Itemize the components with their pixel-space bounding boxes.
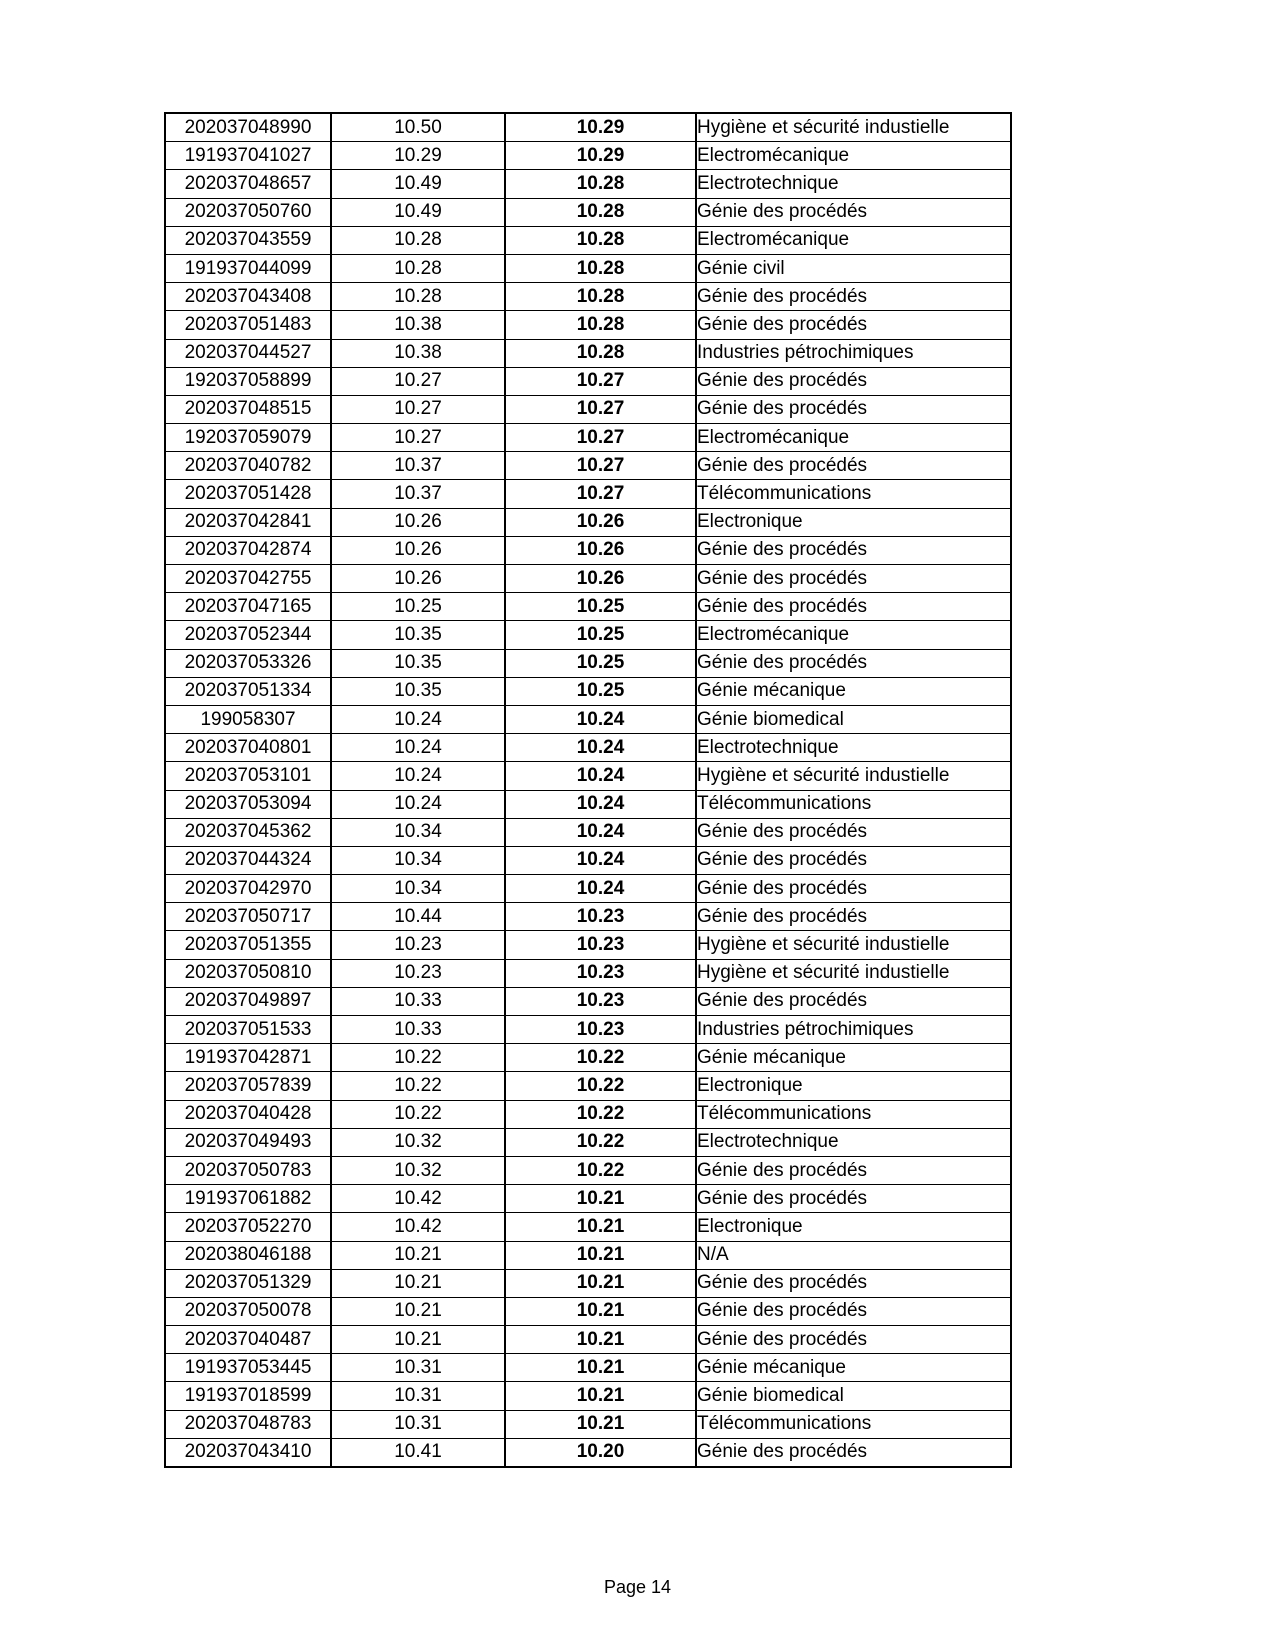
table-row [165, 339, 1011, 367]
grade-cell: 10.28 [331, 226, 505, 254]
grade-cell: 10.21 [331, 1326, 505, 1354]
table-row [165, 903, 1011, 931]
specialty-cell: Génie des procédés [696, 846, 1011, 874]
specialty-cell: Génie mécanique [696, 1044, 1011, 1072]
specialty-cell: Electronique [696, 1213, 1011, 1241]
table-row [165, 734, 1011, 762]
student-id-cell: 191937044099 [165, 254, 331, 282]
table-row [165, 565, 1011, 593]
table-row [165, 1156, 1011, 1184]
student-id-cell: 202037043408 [165, 283, 331, 311]
average-cell: 10.21 [505, 1213, 696, 1241]
student-id-cell: 202037053326 [165, 649, 331, 677]
average-cell: 10.21 [505, 1241, 696, 1269]
table-row [165, 1072, 1011, 1100]
student-id-cell: 191937018599 [165, 1382, 331, 1410]
student-id-cell: 202037040487 [165, 1326, 331, 1354]
student-id-cell: 202037048990 [165, 113, 331, 142]
table-row [165, 875, 1011, 903]
average-cell: 10.21 [505, 1354, 696, 1382]
specialty-cell: Hygiène et sécurité industielle [696, 113, 1011, 142]
average-cell: 10.29 [505, 113, 696, 142]
table-row [165, 1044, 1011, 1072]
table-row [165, 1128, 1011, 1156]
table-row [165, 1213, 1011, 1241]
average-cell: 10.25 [505, 593, 696, 621]
specialty-cell: Génie des procédés [696, 649, 1011, 677]
student-id-cell: 202037042841 [165, 508, 331, 536]
average-cell: 10.24 [505, 846, 696, 874]
average-cell: 10.22 [505, 1128, 696, 1156]
average-cell: 10.26 [505, 565, 696, 593]
results-table [164, 112, 1012, 1468]
specialty-cell: Electromécanique [696, 226, 1011, 254]
average-cell: 10.27 [505, 452, 696, 480]
grade-cell: 10.24 [331, 705, 505, 733]
average-cell: 10.23 [505, 987, 696, 1015]
table-row [165, 311, 1011, 339]
specialty-cell: Hygiène et sécurité industielle [696, 762, 1011, 790]
table-row [165, 367, 1011, 395]
student-id-cell: 202037040801 [165, 734, 331, 762]
table-row [165, 846, 1011, 874]
student-id-cell: 202037052344 [165, 621, 331, 649]
grade-cell: 10.22 [331, 1072, 505, 1100]
table-row [165, 283, 1011, 311]
specialty-cell: Génie des procédés [696, 987, 1011, 1015]
grade-cell: 10.21 [331, 1269, 505, 1297]
student-id-cell: 202037045362 [165, 818, 331, 846]
average-cell: 10.28 [505, 339, 696, 367]
grade-cell: 10.26 [331, 508, 505, 536]
table-row [165, 1297, 1011, 1325]
table-row [165, 113, 1011, 142]
average-cell: 10.21 [505, 1410, 696, 1438]
average-cell: 10.22 [505, 1100, 696, 1128]
student-id-cell: 202037051533 [165, 1016, 331, 1044]
table-row [165, 395, 1011, 423]
student-id-cell: 202037057839 [165, 1072, 331, 1100]
specialty-cell: Hygiène et sécurité industielle [696, 931, 1011, 959]
grade-cell: 10.49 [331, 170, 505, 198]
page-number: Page 14 [603, 1577, 672, 1597]
grade-cell: 10.23 [331, 931, 505, 959]
specialty-cell: Génie des procédés [696, 395, 1011, 423]
student-id-cell: 202037049493 [165, 1128, 331, 1156]
specialty-cell: Génie civil [696, 254, 1011, 282]
grade-cell: 10.49 [331, 198, 505, 226]
grade-cell: 10.35 [331, 621, 505, 649]
specialty-cell: Electromécanique [696, 142, 1011, 170]
grade-cell: 10.38 [331, 311, 505, 339]
average-cell: 10.27 [505, 395, 696, 423]
average-cell: 10.25 [505, 677, 696, 705]
specialty-cell: N/A [696, 1241, 1011, 1269]
table-row [165, 1269, 1011, 1297]
average-cell: 10.26 [505, 536, 696, 564]
specialty-cell: Génie biomedical [696, 1382, 1011, 1410]
student-id-cell: 202037050783 [165, 1156, 331, 1184]
specialty-cell: Télécommunications [696, 480, 1011, 508]
grade-cell: 10.27 [331, 424, 505, 452]
grade-cell: 10.28 [331, 283, 505, 311]
specialty-cell: Electrotechnique [696, 170, 1011, 198]
grade-cell: 10.21 [331, 1241, 505, 1269]
student-id-cell: 191937041027 [165, 142, 331, 170]
average-cell: 10.24 [505, 734, 696, 762]
specialty-cell: Electrotechnique [696, 734, 1011, 762]
specialty-cell: Génie des procédés [696, 1326, 1011, 1354]
average-cell: 10.20 [505, 1438, 696, 1467]
table-row [165, 142, 1011, 170]
grade-cell: 10.22 [331, 1100, 505, 1128]
specialty-cell: Génie des procédés [696, 1269, 1011, 1297]
table-row [165, 424, 1011, 452]
grade-cell: 10.25 [331, 593, 505, 621]
student-id-cell: 202037051355 [165, 931, 331, 959]
specialty-cell: Génie des procédés [696, 1297, 1011, 1325]
grade-cell: 10.31 [331, 1354, 505, 1382]
student-id-cell: 202037044324 [165, 846, 331, 874]
grade-cell: 10.24 [331, 762, 505, 790]
average-cell: 10.28 [505, 198, 696, 226]
student-id-cell: 202037043410 [165, 1438, 331, 1467]
student-id-cell: 202037051428 [165, 480, 331, 508]
grade-cell: 10.31 [331, 1410, 505, 1438]
table-row [165, 621, 1011, 649]
specialty-cell: Télécommunications [696, 790, 1011, 818]
specialty-cell: Electromécanique [696, 424, 1011, 452]
table-row [165, 198, 1011, 226]
student-id-cell: 202037053094 [165, 790, 331, 818]
specialty-cell: Hygiène et sécurité industielle [696, 959, 1011, 987]
student-id-cell: 202037042874 [165, 536, 331, 564]
average-cell: 10.24 [505, 762, 696, 790]
average-cell: 10.28 [505, 254, 696, 282]
specialty-cell: Génie des procédés [696, 1156, 1011, 1184]
student-id-cell: 202037044527 [165, 339, 331, 367]
grade-cell: 10.24 [331, 734, 505, 762]
average-cell: 10.23 [505, 959, 696, 987]
specialty-cell: Génie des procédés [696, 367, 1011, 395]
grade-cell: 10.37 [331, 452, 505, 480]
table-row [165, 790, 1011, 818]
table-row [165, 1326, 1011, 1354]
student-id-cell: 191937042871 [165, 1044, 331, 1072]
average-cell: 10.24 [505, 818, 696, 846]
table-row [165, 508, 1011, 536]
grade-cell: 10.31 [331, 1382, 505, 1410]
student-id-cell: 202037050810 [165, 959, 331, 987]
average-cell: 10.21 [505, 1326, 696, 1354]
table-row [165, 649, 1011, 677]
table-row [165, 1185, 1011, 1213]
table-row [165, 452, 1011, 480]
student-id-cell: 202037051483 [165, 311, 331, 339]
grade-cell: 10.34 [331, 818, 505, 846]
average-cell: 10.26 [505, 508, 696, 536]
student-id-cell: 202037049897 [165, 987, 331, 1015]
average-cell: 10.25 [505, 621, 696, 649]
student-id-cell: 202037042755 [165, 565, 331, 593]
table-row [165, 1016, 1011, 1044]
average-cell: 10.22 [505, 1072, 696, 1100]
grade-cell: 10.26 [331, 536, 505, 564]
average-cell: 10.21 [505, 1185, 696, 1213]
specialty-cell: Génie des procédés [696, 198, 1011, 226]
table-body [165, 113, 1011, 1467]
grade-cell: 10.33 [331, 987, 505, 1015]
student-id-cell: 191937061882 [165, 1185, 331, 1213]
table-row [165, 1241, 1011, 1269]
specialty-cell: Génie mécanique [696, 1354, 1011, 1382]
average-cell: 10.27 [505, 367, 696, 395]
table-row [165, 536, 1011, 564]
student-id-cell: 202037040428 [165, 1100, 331, 1128]
grade-cell: 10.28 [331, 254, 505, 282]
specialty-cell: Génie des procédés [696, 452, 1011, 480]
grade-cell: 10.24 [331, 790, 505, 818]
average-cell: 10.23 [505, 1016, 696, 1044]
average-cell: 10.28 [505, 311, 696, 339]
specialty-cell: Génie mécanique [696, 677, 1011, 705]
grade-cell: 10.29 [331, 142, 505, 170]
table-row [165, 226, 1011, 254]
average-cell: 10.28 [505, 226, 696, 254]
grade-cell: 10.34 [331, 875, 505, 903]
student-id-cell: 202037048515 [165, 395, 331, 423]
table-row [165, 1382, 1011, 1410]
grade-cell: 10.38 [331, 339, 505, 367]
average-cell: 10.23 [505, 903, 696, 931]
specialty-cell: Electromécanique [696, 621, 1011, 649]
table-row [165, 959, 1011, 987]
student-id-cell: 202037050078 [165, 1297, 331, 1325]
table-row [165, 677, 1011, 705]
grade-cell: 10.32 [331, 1128, 505, 1156]
table-row [165, 593, 1011, 621]
specialty-cell: Génie des procédés [696, 283, 1011, 311]
specialty-cell: Génie des procédés [696, 818, 1011, 846]
specialty-cell: Industries pétrochimiques [696, 1016, 1011, 1044]
table-row [165, 762, 1011, 790]
grade-cell: 10.27 [331, 395, 505, 423]
specialty-cell: Télécommunications [696, 1410, 1011, 1438]
student-id-cell: 202037051329 [165, 1269, 331, 1297]
table-row [165, 1438, 1011, 1467]
grade-cell: 10.50 [331, 113, 505, 142]
average-cell: 10.21 [505, 1297, 696, 1325]
specialty-cell: Génie des procédés [696, 1438, 1011, 1467]
average-cell: 10.22 [505, 1156, 696, 1184]
average-cell: 10.21 [505, 1269, 696, 1297]
student-id-cell: 192037059079 [165, 424, 331, 452]
student-id-cell: 202037043559 [165, 226, 331, 254]
average-cell: 10.24 [505, 790, 696, 818]
average-cell: 10.24 [505, 875, 696, 903]
table-row [165, 1410, 1011, 1438]
student-id-cell: 202037051334 [165, 677, 331, 705]
grade-cell: 10.22 [331, 1044, 505, 1072]
grade-cell: 10.23 [331, 959, 505, 987]
grade-cell: 10.37 [331, 480, 505, 508]
average-cell: 10.21 [505, 1382, 696, 1410]
student-id-cell: 202037040782 [165, 452, 331, 480]
specialty-cell: Génie des procédés [696, 875, 1011, 903]
grade-cell: 10.34 [331, 846, 505, 874]
average-cell: 10.27 [505, 424, 696, 452]
grade-cell: 10.42 [331, 1185, 505, 1213]
student-id-cell: 191937053445 [165, 1354, 331, 1382]
grade-cell: 10.32 [331, 1156, 505, 1184]
table-row [165, 170, 1011, 198]
student-id-cell: 202037047165 [165, 593, 331, 621]
grade-cell: 10.26 [331, 565, 505, 593]
average-cell: 10.28 [505, 283, 696, 311]
grade-cell: 10.42 [331, 1213, 505, 1241]
specialty-cell: Génie biomedical [696, 705, 1011, 733]
specialty-cell: Electronique [696, 1072, 1011, 1100]
specialty-cell: Génie des procédés [696, 903, 1011, 931]
average-cell: 10.29 [505, 142, 696, 170]
table-row [165, 480, 1011, 508]
student-id-cell: 202037042970 [165, 875, 331, 903]
table-row [165, 705, 1011, 733]
student-id-cell: 202037050717 [165, 903, 331, 931]
student-id-cell: 202037048657 [165, 170, 331, 198]
grade-cell: 10.33 [331, 1016, 505, 1044]
student-id-cell: 202037052270 [165, 1213, 331, 1241]
grade-cell: 10.44 [331, 903, 505, 931]
grade-cell: 10.41 [331, 1438, 505, 1467]
specialty-cell: Génie des procédés [696, 565, 1011, 593]
average-cell: 10.23 [505, 931, 696, 959]
table-row [165, 987, 1011, 1015]
average-cell: 10.27 [505, 480, 696, 508]
student-id-cell: 199058307 [165, 705, 331, 733]
specialty-cell: Electronique [696, 508, 1011, 536]
grade-cell: 10.21 [331, 1297, 505, 1325]
specialty-cell: Génie des procédés [696, 1185, 1011, 1213]
table-row [165, 818, 1011, 846]
specialty-cell: Génie des procédés [696, 311, 1011, 339]
grade-cell: 10.35 [331, 677, 505, 705]
table-row [165, 931, 1011, 959]
student-id-cell: 192037058899 [165, 367, 331, 395]
average-cell: 10.24 [505, 705, 696, 733]
grade-cell: 10.27 [331, 367, 505, 395]
specialty-cell: Electrotechnique [696, 1128, 1011, 1156]
specialty-cell: Télécommunications [696, 1100, 1011, 1128]
average-cell: 10.25 [505, 649, 696, 677]
grade-cell: 10.35 [331, 649, 505, 677]
average-cell: 10.22 [505, 1044, 696, 1072]
specialty-cell: Génie des procédés [696, 536, 1011, 564]
average-cell: 10.28 [505, 170, 696, 198]
table-row [165, 1354, 1011, 1382]
student-id-cell: 202037053101 [165, 762, 331, 790]
specialty-cell: Génie des procédés [696, 593, 1011, 621]
table-row [165, 1100, 1011, 1128]
specialty-cell: Industries pétrochimiques [696, 339, 1011, 367]
table-row [165, 254, 1011, 282]
student-id-cell: 202037050760 [165, 198, 331, 226]
student-id-cell: 202038046188 [165, 1241, 331, 1269]
student-id-cell: 202037048783 [165, 1410, 331, 1438]
